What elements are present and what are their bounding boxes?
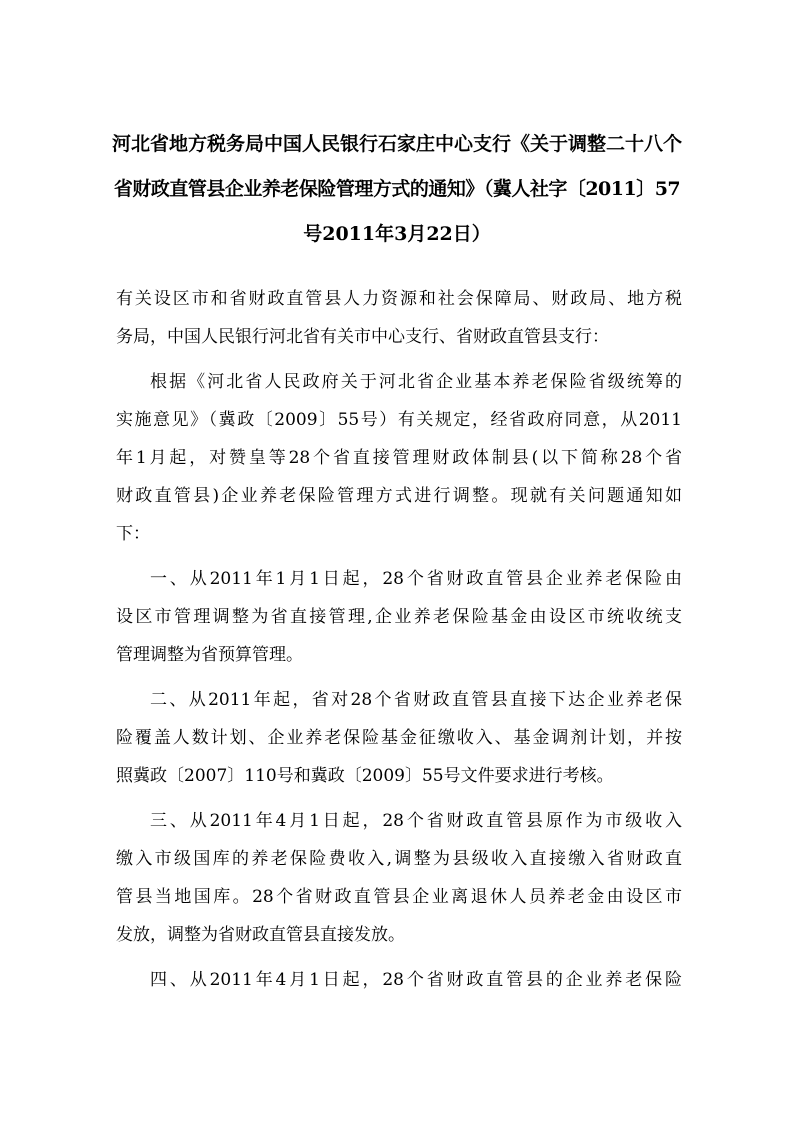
text-line: 管县当地国库。28个省财政直管县企业离退休人员养老金由设区市 <box>116 887 682 907</box>
text-line: 根据《河北省人民政府关于河北省企业基本养老保险省级统筹的 <box>150 372 682 392</box>
document-body <box>116 280 682 999</box>
text-line: 管理调整为省预算管理。 <box>116 645 303 665</box>
item-paragraph-4 <box>116 961 682 999</box>
text-line: 三、从2011年4月1日起，28个省财政直管县原作为市级收入 <box>150 811 682 831</box>
text-line: 下： <box>116 524 150 544</box>
item-paragraph-2 <box>116 681 682 795</box>
title-line: 河北省地方税务局中国人民银行石家庄中心支行《关于调整二十八个 <box>112 133 683 155</box>
text-line: 务局，中国人民银行河北省有关市中心支行、省财政直管县支行： <box>116 327 609 347</box>
text-line: 财政直管县)企业养老保险管理方式进行调整。现就有关问题通知如 <box>116 486 682 506</box>
text-line: 发放，调整为省财政直管县直接发放。 <box>116 925 405 945</box>
title-line: 省财政直管县企业养老保险管理方式的通知》（冀人社字〔2011〕57 <box>113 178 681 200</box>
title-line: 号2011年3月22日） <box>303 223 491 245</box>
item-paragraph-3 <box>116 802 682 954</box>
text-line: 照冀政〔2007〕110号和冀政〔2009〕55号文件要求进行考核。 <box>116 766 614 786</box>
text-line: 设区市管理调整为省直接管理,企业养老保险基金由设区市统收统支 <box>116 607 682 627</box>
text-line: 缴入市级国库的养老保险费收入,调整为县级收入直接缴入省财政直 <box>116 849 682 869</box>
intro-paragraph <box>116 363 682 553</box>
text-line: 年1月起，对赞皇等28个省直接管理财政体制县(以下简称28个省 <box>116 448 682 468</box>
text-line: 实施意见》（冀政〔2009〕55号）有关规定，经省政府同意，从2011 <box>116 410 682 430</box>
text-line: 有关设区市和省财政直管县人力资源和社会保障局、财政局、地方税 <box>116 289 682 309</box>
text-line: 二、从2011年起，省对28个省财政直管县直接下达企业养老保 <box>150 690 682 710</box>
item-paragraph-1 <box>116 560 682 674</box>
text-line: 四、从2011年4月1日起，28个省财政直管县的企业养老保险 <box>150 970 682 990</box>
text-line: 险覆盖人数计划、企业养老保险基金征缴收入、基金调剂计划，并按 <box>116 728 682 748</box>
salutation-paragraph <box>116 280 682 356</box>
text-line: 一、从2011年1月1日起，28个省财政直管县企业养老保险由 <box>150 569 682 589</box>
document-title <box>112 122 682 257</box>
